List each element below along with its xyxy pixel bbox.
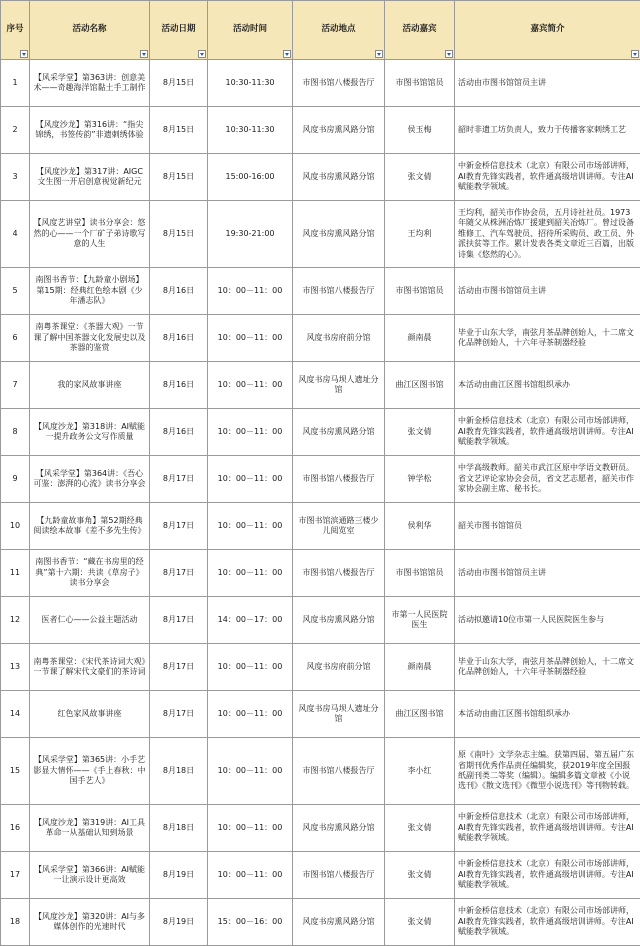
header-no: 序号 — [1, 1, 30, 60]
table-row — [1, 315, 640, 362]
cell-activity-name[interactable]: 医者仁心——公益主题活动 — [30, 597, 150, 644]
cell-time[interactable]: 10：00－11：00 — [208, 409, 293, 456]
cell-place[interactable]: 风度书房马坝人遗址分馆 — [293, 691, 385, 738]
cell-guest-bio[interactable]: 中新金桥信息技术（北京）有限公司市场部讲师，AI教育先锋实践者，软件通高级培训讲师。专注AI赋能教学领域。 — [455, 409, 640, 456]
cell-activity-name[interactable]: 南粤茶课堂：《宋代茶诗词大观》一节课了解宋代文豪们的茶诗词 — [30, 644, 150, 691]
cell-date[interactable]: 8月18日 — [150, 738, 208, 805]
cell-no[interactable]: 2 — [1, 107, 30, 154]
cell-guest-bio[interactable]: 中新金桥信息技术（北京）有限公司市场部讲师，AI教育先锋实践者，软件通高级培训讲师。专注AI赋能教学领域。 — [455, 154, 640, 201]
cell-guest[interactable]: 市图书馆馆员 — [385, 268, 455, 315]
table-row — [1, 201, 640, 268]
table-row — [1, 644, 640, 691]
cell-date[interactable]: 8月17日 — [150, 550, 208, 597]
header-name: 活动名称 — [30, 1, 150, 60]
cell-time[interactable]: 10：00－11：00 — [208, 738, 293, 805]
header-guest: 活动嘉宾 — [385, 1, 455, 60]
table-row — [1, 456, 640, 503]
cell-activity-name[interactable]: 南图书香节：“藏在书房里的经典”第十六期：共读《草房子》读书分享会 — [30, 550, 150, 597]
cell-activity-name[interactable]: 【风采学堂】第366讲：AI赋能一让演示设计更高效 — [30, 852, 150, 899]
cell-no[interactable]: 4 — [1, 201, 30, 268]
cell-date[interactable]: 8月18日 — [150, 805, 208, 852]
cell-time[interactable]: 10：00－11：00 — [208, 852, 293, 899]
cell-activity-name[interactable]: 【风度沙龙】第319讲：AI工具革命一从基础认知到场景 — [30, 805, 150, 852]
cell-guest-bio[interactable]: 活动由市图书馆馆员主讲 — [455, 268, 640, 315]
cell-guest-bio[interactable]: 韶时非遗工坊负责人，致力于传播客家刺绣工艺 — [455, 107, 640, 154]
cell-place[interactable]: 风度书房熏风路分馆 — [293, 899, 385, 946]
cell-activity-name[interactable]: 南粤茶课堂：《茶器大观》一节课了解中国茶器文化发展史以及茶器的鉴赏 — [30, 315, 150, 362]
header-date: 活动日期 — [150, 1, 208, 60]
cell-date[interactable]: 8月17日 — [150, 644, 208, 691]
filter-dropdown-icon[interactable] — [20, 50, 28, 58]
cell-activity-name[interactable]: 【风度沙龙】第320讲：AI与多媒体创作的光速时代 — [30, 899, 150, 946]
cell-date[interactable]: 8月16日 — [150, 362, 208, 409]
filter-dropdown-icon[interactable] — [140, 50, 148, 58]
cell-activity-name[interactable]: 【风度沙龙】第317讲：AIGC文生图一开启创意视觉新纪元 — [30, 154, 150, 201]
cell-no[interactable]: 13 — [1, 644, 30, 691]
cell-guest-bio[interactable]: 中学高级教师。韶关市武江区原中学语文教研员。省文艺评论家协会会员，省文艺志愿者，韶关市作家协会副主席、秘书长。 — [455, 456, 640, 503]
cell-no[interactable]: 16 — [1, 805, 30, 852]
cell-time[interactable]: 10：00－11：00 — [208, 315, 293, 362]
table-row — [1, 691, 640, 738]
cell-guest[interactable]: 钟学松 — [385, 456, 455, 503]
cell-no[interactable]: 18 — [1, 899, 30, 946]
cell-guest[interactable]: 侯利华 — [385, 503, 455, 550]
cell-no[interactable]: 9 — [1, 456, 30, 503]
cell-date[interactable]: 8月16日 — [150, 268, 208, 315]
cell-activity-name[interactable]: 【九龄童故事角】第52期经典阅读绘本故事《差不多先生传》 — [30, 503, 150, 550]
cell-no[interactable]: 8 — [1, 409, 30, 456]
cell-guest-bio[interactable]: 王均利，韶关市作协会员，五月诗社社员。1973年随父从株洲冶炼厂援建到韶关冶炼厂。曾过设备维修工、汽车驾驶员、招待所采购员、政工员、外派扶贫等工作。累计发表各类文章近三百篇，出版诗集《悠然的心》。 — [455, 201, 640, 268]
cell-date[interactable]: 8月16日 — [150, 409, 208, 456]
cell-date[interactable]: 8月15日 — [150, 107, 208, 154]
filter-dropdown-icon[interactable] — [375, 50, 383, 58]
cell-guest-bio[interactable]: 中新金桥信息技术（北京）有限公司市场部讲师，AI教育先锋实践者，软件通高级培训讲师。专注AI赋能教学领域。 — [455, 852, 640, 899]
cell-no[interactable]: 15 — [1, 738, 30, 805]
cell-date[interactable]: 8月15日 — [150, 201, 208, 268]
cell-guest[interactable]: 曲江区图书馆 — [385, 691, 455, 738]
cell-time[interactable]: 10:30-11:30 — [208, 107, 293, 154]
cell-place[interactable]: 市图书馆八楼报告厅 — [293, 852, 385, 899]
cell-guest[interactable]: 王均利 — [385, 201, 455, 268]
table-row — [1, 107, 640, 154]
cell-guest-bio[interactable]: 原《南叶》文学杂志主编。获第四届、第五届广东省期刊优秀作品责任编辑奖，获2019年度全国报纸副刊类二等奖（编辑）。编辑多篇文章被《小说选刊》《散文选刊》《微型小说选刊》等刊物转载。 — [455, 738, 640, 805]
cell-date[interactable]: 8月19日 — [150, 899, 208, 946]
cell-guest[interactable]: 市图书馆馆员 — [385, 550, 455, 597]
filter-dropdown-icon[interactable] — [198, 50, 206, 58]
cell-no[interactable]: 7 — [1, 362, 30, 409]
cell-time[interactable]: 10：00－11：00 — [208, 644, 293, 691]
cell-guest[interactable]: 颜南晨 — [385, 644, 455, 691]
cell-guest[interactable]: 市第一人民医院医生 — [385, 597, 455, 644]
table-row — [1, 409, 640, 456]
cell-no[interactable]: 10 — [1, 503, 30, 550]
cell-guest[interactable]: 李小红 — [385, 738, 455, 805]
cell-guest[interactable]: 张文倩 — [385, 805, 455, 852]
cell-guest-bio[interactable]: 本活动由曲江区图书馆组织承办 — [455, 691, 640, 738]
cell-place[interactable]: 风度书房熏风路分馆 — [293, 201, 385, 268]
cell-guest[interactable]: 曲江区图书馆 — [385, 362, 455, 409]
cell-guest-bio[interactable]: 中新金桥信息技术（北京）有限公司市场部讲师，AI教育先锋实践者，软件通高级培训讲师。专注AI赋能教学领域。 — [455, 899, 640, 946]
cell-guest[interactable]: 张文倩 — [385, 154, 455, 201]
table-row — [1, 899, 640, 946]
cell-guest-bio[interactable]: 活动由市图书馆馆员主讲 — [455, 550, 640, 597]
cell-time[interactable]: 10：00－11：00 — [208, 550, 293, 597]
cell-guest-bio[interactable]: 毕业于山东大学，南弦月茶品牌创始人，十二席文化品牌创始人，十六年寻茶制器经验 — [455, 315, 640, 362]
cell-time[interactable]: 10：00－11：00 — [208, 456, 293, 503]
table-row — [1, 60, 640, 107]
cell-activity-name[interactable]: 【风度艺讲堂】读书分享会：悠然的心——一个厂矿子弟诗歌写意的人生 — [30, 201, 150, 268]
filter-dropdown-icon[interactable] — [445, 50, 453, 58]
cell-time[interactable]: 15:00-16:00 — [208, 154, 293, 201]
cell-place[interactable]: 市图书馆八楼报告厅 — [293, 456, 385, 503]
cell-time[interactable]: 10：00－11：00 — [208, 268, 293, 315]
cell-place[interactable]: 风度书房熏风路分馆 — [293, 154, 385, 201]
cell-place[interactable]: 风度书房马坝人遗址分馆 — [293, 362, 385, 409]
cell-no[interactable]: 12 — [1, 597, 30, 644]
cell-no[interactable]: 3 — [1, 154, 30, 201]
cell-no[interactable]: 14 — [1, 691, 30, 738]
cell-guest-bio[interactable]: 本活动由曲江区图书馆组织承办 — [455, 362, 640, 409]
cell-date[interactable]: 8月19日 — [150, 852, 208, 899]
cell-activity-name[interactable]: 【风采学堂】第365讲：小手艺影显大情怀——《手上春秋：中国手艺人》 — [30, 738, 150, 805]
cell-place[interactable]: 市图书馆八楼报告厅 — [293, 268, 385, 315]
table-row — [1, 550, 640, 597]
table-row — [1, 738, 640, 805]
cell-place[interactable]: 市图书馆八楼报告厅 — [293, 550, 385, 597]
cell-time[interactable]: 10：00－11：00 — [208, 805, 293, 852]
header-row — [1, 1, 640, 60]
cell-date[interactable]: 8月15日 — [150, 60, 208, 107]
cell-guest-bio[interactable]: 中新金桥信息技术（北京）有限公司市场部讲师，AI教育先锋实践者，软件通高级培训讲师。专注AI赋能教学领域。 — [455, 805, 640, 852]
cell-date[interactable]: 8月15日 — [150, 154, 208, 201]
table-row — [1, 268, 640, 315]
cell-guest-bio[interactable]: 活动拟邀请10位市第一人民医院医生参与 — [455, 597, 640, 644]
cell-activity-name[interactable]: 【风度沙龙】第318讲：AI赋能一提升政务公文写作质量 — [30, 409, 150, 456]
cell-guest[interactable]: 市图书馆馆员 — [385, 60, 455, 107]
cell-time[interactable]: 10：00－11：00 — [208, 691, 293, 738]
cell-place[interactable]: 市图书馆八楼报告厅 — [293, 60, 385, 107]
cell-date[interactable]: 8月16日 — [150, 315, 208, 362]
cell-guest[interactable]: 颜南晨 — [385, 315, 455, 362]
cell-time[interactable]: 10：00－11：00 — [208, 503, 293, 550]
filter-dropdown-icon[interactable] — [631, 50, 639, 58]
table-row — [1, 154, 640, 201]
table-row — [1, 503, 640, 550]
cell-time[interactable]: 19:30-21:00 — [208, 201, 293, 268]
header-time: 活动时间 — [208, 1, 293, 60]
cell-activity-name[interactable]: 我的家风故事讲座 — [30, 362, 150, 409]
cell-activity-name[interactable]: 【风采学堂】第364讲：《吾心可鉴：澎湃的心流》读书分享会 — [30, 456, 150, 503]
cell-time[interactable]: 15：00－16：00 — [208, 899, 293, 946]
cell-time[interactable]: 14：00－17：00 — [208, 597, 293, 644]
table-row — [1, 597, 640, 644]
cell-no[interactable]: 1 — [1, 60, 30, 107]
cell-place[interactable]: 市图书馆滨通路三楼少儿阅览室 — [293, 503, 385, 550]
cell-activity-name[interactable]: 【风采学堂】第363讲：创意美术——奇趣海洋馆黏土手工制作 — [30, 60, 150, 107]
cell-activity-name[interactable]: 【风度沙龙】第316讲：“指尖锦绣，书签传韵”非遗刺绣体验 — [30, 107, 150, 154]
filter-dropdown-icon[interactable] — [283, 50, 291, 58]
cell-time[interactable]: 10:30-11:30 — [208, 60, 293, 107]
cell-place[interactable]: 风度书房熏风路分馆 — [293, 409, 385, 456]
table-row — [1, 362, 640, 409]
cell-place[interactable]: 风度书房熏风路分馆 — [293, 805, 385, 852]
cell-activity-name[interactable]: 南图书香节：【九龄童小剧场】第15期：经典红色绘本剧《少年潘志队》 — [30, 268, 150, 315]
cell-place[interactable]: 风度书房府前分馆 — [293, 644, 385, 691]
cell-time[interactable]: 10：00－11：00 — [208, 362, 293, 409]
cell-guest-bio[interactable]: 活动由市图书馆馆员主讲 — [455, 60, 640, 107]
header-place: 活动地点 — [293, 1, 385, 60]
cell-place[interactable]: 风度书房熏风路分馆 — [293, 597, 385, 644]
cell-place[interactable]: 风度书房府前分馆 — [293, 315, 385, 362]
cell-date[interactable]: 8月17日 — [150, 456, 208, 503]
cell-guest-bio[interactable]: 韶关市图书馆馆员 — [455, 503, 640, 550]
cell-no[interactable]: 5 — [1, 268, 30, 315]
cell-activity-name[interactable]: 红色家风故事讲座 — [30, 691, 150, 738]
table-row — [1, 852, 640, 899]
cell-guest[interactable]: 张文倩 — [385, 409, 455, 456]
cell-guest[interactable]: 张文倩 — [385, 899, 455, 946]
cell-no[interactable]: 6 — [1, 315, 30, 362]
cell-date[interactable]: 8月17日 — [150, 503, 208, 550]
cell-guest[interactable]: 侯玉梅 — [385, 107, 455, 154]
cell-guest-bio[interactable]: 毕业于山东大学，南弦月茶品牌创始人，十二席文化品牌创始人，十六年寻茶制器经验 — [455, 644, 640, 691]
cell-guest[interactable]: 张文倩 — [385, 852, 455, 899]
table-body — [1, 60, 640, 946]
cell-place[interactable]: 风度书房熏风路分馆 — [293, 107, 385, 154]
cell-date[interactable]: 8月17日 — [150, 597, 208, 644]
cell-place[interactable]: 市图书馆八楼报告厅 — [293, 738, 385, 805]
header-bio: 嘉宾简介 — [455, 1, 640, 60]
cell-no[interactable]: 17 — [1, 852, 30, 899]
cell-date[interactable]: 8月17日 — [150, 691, 208, 738]
cell-no[interactable]: 11 — [1, 550, 30, 597]
table-row — [1, 805, 640, 852]
